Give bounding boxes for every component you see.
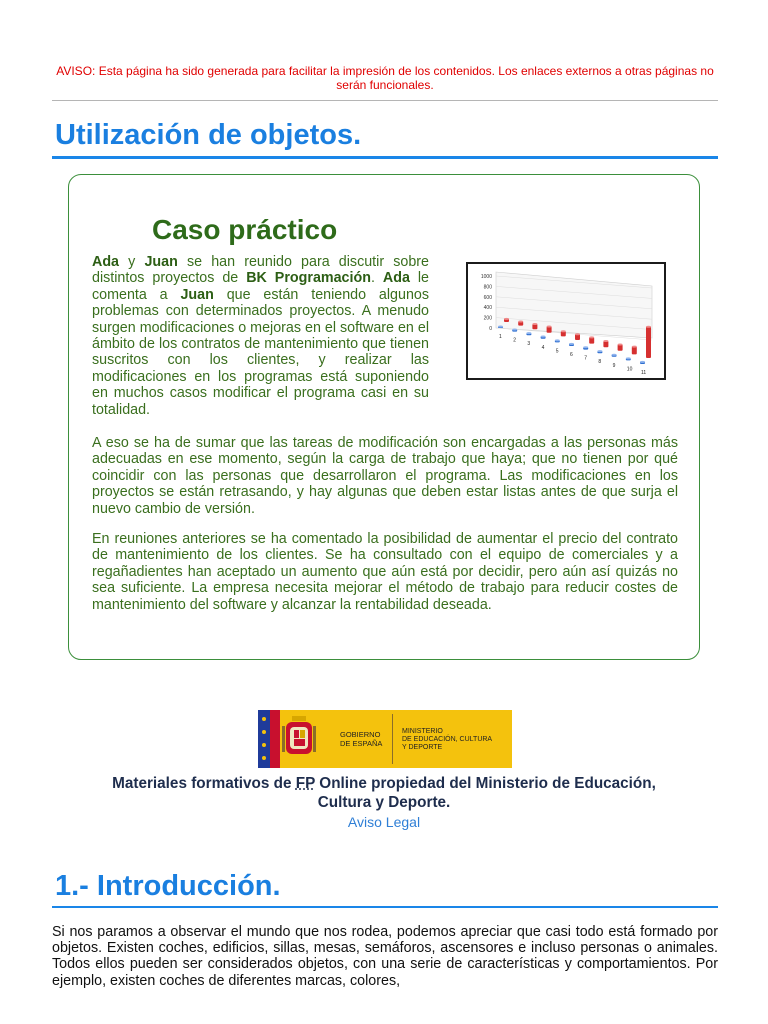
ministry-logo bbox=[258, 710, 512, 768]
ministry-line-3: Y DEPORTE bbox=[402, 744, 443, 751]
bar-series-2 bbox=[632, 347, 637, 355]
bar-series-2 bbox=[646, 327, 651, 358]
y-tick-label: 600 bbox=[483, 294, 492, 301]
bar-series-1-top bbox=[526, 332, 531, 334]
x-tick-label: 2 bbox=[513, 337, 516, 344]
footer-pre: Materiales formativos de bbox=[112, 775, 296, 792]
text-part: se han reunido para discutir sobre distintos proyectos de bbox=[92, 254, 429, 287]
x-tick-label: 6 bbox=[570, 352, 573, 358]
spain-flag-stripe bbox=[270, 710, 280, 768]
bar-series-1-top bbox=[555, 339, 560, 341]
gov-line-1: GOBIERNO bbox=[340, 730, 381, 739]
bar-series-2-top bbox=[603, 340, 608, 342]
x-tick-label: 1 bbox=[499, 334, 502, 340]
ministry-logo-graphic bbox=[258, 710, 512, 768]
case-paragraph-3: En reuniones anteriores se ha comentado la posibilidad de aumentar el precio del contrato de mantenimiento de los clientes. Se ha consultado con el equipo de comerciales y a regañadientes han aceptado un aumento que aún está por decidir, pero aún así quizás no sea suficiente. La empresa necesita mejorar el método de trabajo para reducir costes de mantenimiento del software y alcanzar la rentabilidad deseada. bbox=[92, 531, 678, 613]
ministry-line-1: MINISTERIO bbox=[402, 728, 443, 735]
x-tick-label: 3 bbox=[527, 341, 531, 348]
case-study-title: Caso práctico bbox=[152, 214, 338, 245]
bar-series-2-top bbox=[632, 346, 637, 348]
name-ada: Ada bbox=[382, 270, 410, 287]
section-title-rule bbox=[52, 156, 718, 159]
ministry-line-2: DE EDUCACIÓN, CULTURA bbox=[402, 736, 493, 743]
bar-series-1-top bbox=[640, 361, 645, 363]
legal-notice-link[interactable]: Aviso Legal bbox=[347, 814, 421, 830]
name-juan: Juan bbox=[180, 286, 214, 303]
case-paragraph-2: A eso se ha de sumar que las tareas de modificación son encargadas a las personas más adecuadas en ese momento, según la carga de trabajo que haya; que no tienen por qué coincidir con las personas que desarrollaron el programa. Las modificaciones en los proyectos se están retrasando, y hay algunas que deben estar listas antes de que surja el nuevo cambio de versión. bbox=[92, 435, 678, 517]
x-tick-label: 7 bbox=[584, 355, 587, 362]
bar-series-2-top bbox=[532, 323, 537, 325]
text-part: . bbox=[370, 270, 383, 287]
intro-paragraph: Si nos paramos a observar el mundo que nos rodea, podemos apreciar que casi todo está formado por objetos. Existen coches, edificios, sillas, mesas, semáforos, ascensores e incluso personas o animales. Todos ellos pueden ser considerados objetos, con una serie de características y comportamientos. Por ejemplo, existen coches de diferentes marcas, colores, bbox=[52, 924, 718, 989]
section-title: Utilización de objetos. bbox=[55, 119, 362, 151]
logo-divider bbox=[392, 714, 393, 764]
bar-series-1-top bbox=[541, 335, 546, 337]
text-part: que están teniendo algunos problemas con determinados proyectos. A menudo surgen modificaciones o mejoras en el software en el ámbito de los contratos de mantenimiento que tienen suscritos con los clientes, y realizar las modificaciones en los programas está suponiendo en muchos casos modificar el programa casi en su totalidad. bbox=[92, 286, 430, 418]
bar-series-2-top bbox=[547, 326, 552, 328]
y-tick-label: 800 bbox=[483, 284, 492, 291]
bar-series-2-top bbox=[589, 336, 594, 338]
text-part: le comenta a bbox=[92, 270, 429, 303]
footer-post: Online propiedad del Ministerio de Educación, Cultura y Deporte. bbox=[315, 775, 656, 811]
bar-series-2-top bbox=[618, 344, 623, 346]
footer-ownership bbox=[100, 774, 668, 812]
bar-series-1-top bbox=[626, 357, 631, 359]
notice-divider bbox=[52, 100, 718, 101]
y-tick-label: 0 bbox=[489, 326, 492, 332]
bar-series-1-top bbox=[569, 343, 574, 345]
bar-series-2-top bbox=[504, 318, 509, 320]
coat-of-arms-icon bbox=[282, 716, 316, 754]
bar-series-2-top bbox=[518, 320, 523, 322]
name-juan: Juan bbox=[144, 254, 178, 270]
bar-series-2-top bbox=[561, 330, 566, 332]
x-tick-label: 10 bbox=[626, 366, 633, 373]
bar-series-1-top bbox=[597, 350, 602, 352]
x-tick-label: 4 bbox=[541, 344, 545, 351]
bar-series-1-top bbox=[512, 329, 517, 331]
intro-title: 1.- Introducción. bbox=[55, 870, 281, 902]
intro-title-rule bbox=[52, 906, 718, 908]
y-tick-label: 1000 bbox=[480, 274, 492, 280]
bar-series-1-top bbox=[583, 346, 588, 348]
print-notice: AVISO: Esta página ha sido generada para facilitar la impresión de los contenidos. Los enlaces externos a otras páginas no serán funcionales. bbox=[56, 64, 714, 92]
bar-series-1-top bbox=[498, 325, 503, 327]
case-study-chart bbox=[466, 262, 666, 380]
y-tick-label: 200 bbox=[483, 315, 492, 322]
x-tick-label: 5 bbox=[555, 348, 559, 355]
text-y: y bbox=[119, 254, 145, 270]
x-tick-label: 9 bbox=[612, 362, 616, 369]
bar-series-2-top bbox=[575, 333, 580, 335]
fp-abbreviation[interactable]: FP bbox=[295, 775, 316, 792]
bar-series-2-top bbox=[646, 326, 651, 328]
name-ada: Ada bbox=[92, 254, 120, 270]
bar-series-1-top bbox=[612, 354, 617, 356]
x-tick-label: 8 bbox=[598, 359, 602, 366]
gov-line-2: DE ESPAÑA bbox=[340, 739, 383, 748]
y-tick-label: 400 bbox=[483, 305, 492, 312]
chart-svg bbox=[468, 264, 664, 378]
company-name: BK Programación bbox=[246, 270, 371, 287]
case-paragraph-1a bbox=[92, 254, 429, 418]
x-tick-label: 11 bbox=[641, 370, 647, 376]
